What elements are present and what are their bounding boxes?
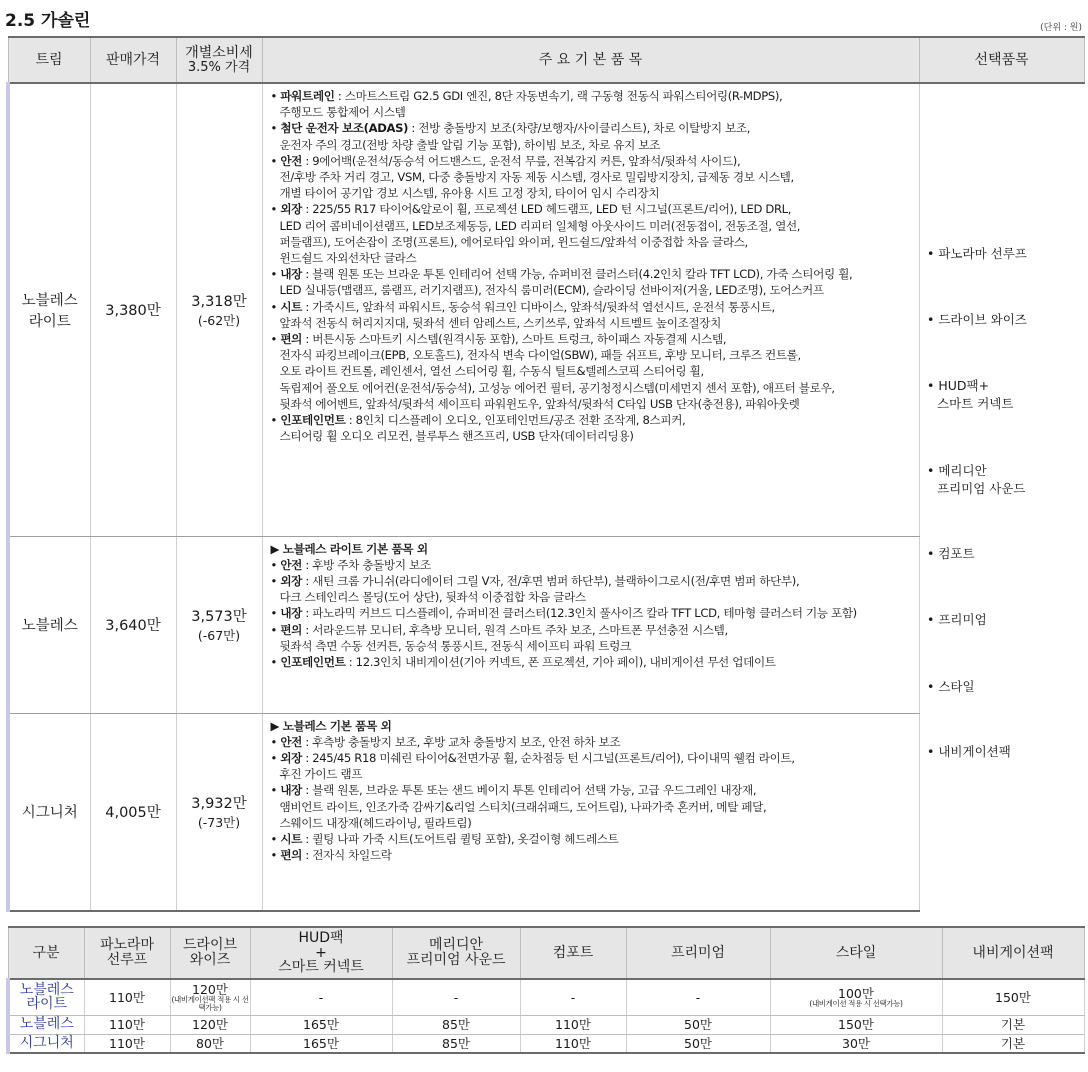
cell-comfort: - [520, 979, 626, 1015]
option-table-header [8, 927, 1084, 979]
col-hud-l3: 스마트 커넥트 [278, 959, 364, 976]
cell-style: 30만 [770, 1034, 942, 1053]
option-row-signature [8, 1034, 1084, 1053]
tax-price-value: 3,573만 [191, 609, 247, 625]
feature-item: • 외장 : 245/45 R18 미쉐린 타이어&전면가공 휠, 순차점등 턴 시그널(프론트/리어), 다이내믹 웰컴 라이트, 후진 가이드 램프 [270, 750, 795, 782]
col-hud [250, 927, 392, 979]
cell-hud: 165만 [250, 1015, 392, 1034]
feature-item: • 편의 : 서라운드뷰 모니터, 후측방 모니터, 원격 스마트 주차 보조, 스마트폰 무선충전 시스템, 뒷좌석 측면 수동 선커튼, 동승석 통풍시트, 전동식 세이프티 파워 트렁크 [270, 622, 728, 653]
feature-category: 내장 [280, 606, 303, 621]
col-trim: 트림 [8, 37, 90, 83]
feature-lead: ▶ 노블레스 기본 품목 외 [270, 718, 392, 733]
feature-item: • 내장 : 파노라믹 커브드 디스플레이, 슈퍼비전 클러스터(12.3인치 풀사이즈 칼라 TFT LCD, 테마형 클러스터 기능 포함) [270, 606, 857, 621]
tax-price-diff: (-67만) [197, 628, 241, 643]
tax-price-value: 3,932만 [191, 796, 247, 813]
col-drive-wise [170, 927, 250, 979]
col-options: 선택품목 [919, 37, 1084, 83]
trim-table [6, 36, 1085, 912]
feature-lead: ▶ 노블레스 라이트 기본 품목 외 [270, 541, 428, 556]
col-tax-price [176, 37, 262, 83]
feature-category: 내장 [280, 267, 303, 282]
col-hud-l2: + [315, 944, 327, 961]
cell-navi: 기본 [942, 1015, 1084, 1034]
feature-item: • 안전 : 후방 주차 충돌방지 보조 [270, 557, 431, 572]
trim-name-line2: 라이트 [28, 313, 71, 330]
cell-drive-wise [170, 979, 250, 1015]
col-style: 스타일 [770, 927, 942, 979]
option-hud-pack: • HUD팩+ [927, 378, 990, 393]
col-navi: 내비게이션팩 [942, 927, 1084, 979]
feature-category: 편의 [280, 332, 303, 347]
cell-navi: 기본 [942, 1034, 1084, 1053]
tax-price-value: 3,318만 [191, 294, 247, 311]
feature-item: • 안전 : 9에어백(운전석/동승석 어드밴스드, 운전석 무릎, 전복감지 커튼, 앞좌석/뒷좌석 사이드), 전/후방 주차 거리 경고, VSM, 다중 충돌방지 자동 제동 시스템, 경사로 밀림방지장치, 급제동 경보 시스템, 개별 타이어 공기압 경보 시스템, 유아용 시트 고정 장치, 타이어 임시 수리장치 [270, 153, 794, 201]
feature-item: • 안전 : 후측방 충돌방지 보조, 후방 교차 충돌방지 보조, 안전 하차 보조 [270, 734, 621, 749]
option-panorama-sunroof: • 파노라마 선루프 [927, 246, 1027, 261]
option-row-noblesse-lite [8, 979, 1084, 1015]
trim-name [8, 713, 90, 911]
feature-category: 외장 [280, 202, 303, 217]
row-trim-l1: 노블레스 [19, 981, 74, 998]
cell-hud: - [250, 979, 392, 1015]
col-gubun: 구분 [8, 927, 84, 979]
cell-style [770, 979, 942, 1015]
feature-category: 편의 [280, 848, 303, 863]
cell-meridian: 85만 [392, 1015, 520, 1034]
option-meridian-line2: 프리미엄 사운드 [937, 481, 1026, 496]
trim-tax-price [176, 536, 262, 713]
feature-category: 첨단 운전자 보조(ADAS) [280, 121, 409, 136]
cell-premium: 50만 [626, 1034, 770, 1053]
cell-comfort: 110만 [520, 1015, 626, 1034]
trim-name-line1: 노블레스 [21, 292, 78, 309]
feature-item: • 내장 : 블랙 원톤, 브라운 투톤 또는 샌드 베이지 투톤 인테리어 선택 가능, 고급 우드그레인 내장재, 앰비언트 라이트, 인조가죽 감싸기&리얼 스티치(크래쉬패드, 도어트림), 나파가죽 혼커버, 메탈 페달, 스웨이드 내장재(헤드라이닝, 필라트림) [270, 783, 767, 830]
trim-row-noblesse-lite [8, 83, 1084, 536]
cell-drive-wise: 80만 [170, 1034, 250, 1053]
feature-item: • 시트 : 퀼팅 나파 가죽 시트(도어트림 퀼팅 포함), 옷걸이형 헤드레스트 [270, 831, 619, 846]
col-panorama [84, 927, 170, 979]
feature-category: 시트 [280, 299, 303, 314]
col-comfort: 컴포트 [520, 927, 626, 979]
option-row-noblesse [8, 1015, 1084, 1034]
tax-price-diff: (-62만) [197, 313, 241, 329]
feature-item: • 첨단 운전자 보조(ADAS) : 전방 충돌방지 보조(차량/보행자/사이클리스트), 차로 이탈방지 보조, 운전자 주의 경고(전방 차량 출발 알림 기능 포함), 하이빔 보조, 차로 유지 보조 [270, 121, 751, 152]
trim-name-line1: 노블레스 [21, 618, 78, 634]
feature-category: 시트 [280, 831, 303, 846]
option-hud-pack-line2: 스마트 커넥트 [937, 396, 1014, 411]
page-title: 2.5 가솔린 [5, 11, 91, 31]
feature-category: 외장 [280, 750, 303, 765]
option-style: • 스타일 [927, 679, 975, 694]
option-meridian: • 메리디안 [927, 463, 987, 478]
unit-label: (단위 : 원) [1040, 23, 1082, 33]
feature-item: • 시트 : 가죽시트, 앞좌석 파워시트, 동승석 워크인 디바이스, 앞좌석/뒷좌석 열선시트, 운전석 통풍시트, 앞좌석 전동식 허리지지대, 뒷좌석 센터 암레스트, 스키쓰루, 앞좌석 시트벨트 높이조절장치 [270, 299, 775, 330]
row-trim: 노블레스 [8, 1015, 84, 1034]
col-price: 판매가격 [90, 37, 176, 83]
cell-style-note: (내비게이션 적용 시 선택가능) [809, 998, 903, 1008]
option-premium: • 프리미엄 [927, 612, 987, 627]
option-price-table [6, 926, 1085, 1054]
cell-premium: 50만 [626, 1015, 770, 1034]
tax-price-diff: (-73만) [197, 815, 241, 831]
feature-category: 편의 [280, 622, 303, 637]
cell-drive-wise: 120만 [170, 1015, 250, 1034]
col-meridian-l1: 메리디안 [428, 937, 484, 954]
col-tax-line2: 3.5% 가격 [187, 59, 251, 75]
feature-list [262, 83, 919, 536]
option-drive-wise: • 드라이브 와이즈 [927, 312, 1027, 327]
feature-item: • 내장 : 블랙 원톤 또는 브라운 투톤 인테리어 선택 가능, 슈퍼비전 클러스터(4.2인치 칼라 TFT LCD), 가죽 스티어링 휠, LED 실내등(맵램프, 룸램프, 러기지램프), 전자식 룸미러(ECM), 슬라이딩 선바이저(거울, LED조명), 도어스커프 [270, 267, 853, 298]
feature-list [262, 713, 919, 911]
option-navigation-pack: • 내비게이션팩 [927, 744, 1011, 759]
feature-item: • 외장 : 225/55 R17 타이어&알로이 휠, 프로젝션 LED 헤드램프, LED 턴 시그널(프론트/리어), LED DRL, LED 리어 콤비네이션램프, LED보조제동등, LED 리피터 일체형 아웃사이드 미러(전동접이, 전동조절, 열선, 퍼들램프), 도어손잡이 조명(프론트), 에어로타입 와이퍼, 윈드쉴드/앞좌석 이중접합 차음 글라스, 윈드쉴드 자외선차단 글라스 [270, 202, 801, 266]
col-features: 주 요 기 본 품 목 [262, 37, 919, 83]
cell-meridian: 85만 [392, 1034, 520, 1053]
options-cell [919, 83, 1084, 911]
cell-panorama: 110만 [84, 1034, 170, 1053]
cell-navi: 150만 [942, 979, 1084, 1015]
cell-style: 150만 [770, 1015, 942, 1034]
cell-style-value: 100만 [838, 985, 874, 1001]
trim-name [8, 83, 90, 536]
row-trim-l2: 라이트 [26, 996, 68, 1013]
col-meridian-l2: 프리미엄 사운드 [406, 952, 506, 968]
feature-item: • 편의 : 전자식 차일드락 [270, 848, 392, 863]
trim-table-header [8, 37, 1084, 83]
row-trim: 시그니처 [8, 1034, 84, 1053]
trim-tax-price [176, 713, 262, 911]
col-tax-line1: 개별소비세 [185, 44, 253, 61]
cell-panorama: 110만 [84, 1015, 170, 1034]
col-hud-l1: HUD팩 [298, 929, 344, 946]
cell-drive-value: 120만 [192, 981, 228, 997]
col-meridian [392, 927, 520, 979]
feature-list [262, 536, 919, 713]
feature-category: 안전 [280, 153, 303, 168]
feature-item: • 인포테인먼트 : 8인치 디스플레이 오디오, 인포테인먼트/공조 전환 조작계, 8스피커, 스티어링 휠 오디오 리모컨, 블루투스 핸즈프리, USB 단자(데이터리딩용) [270, 413, 686, 444]
trim-price: 3,640만 [90, 536, 176, 713]
feature-item: • 외장 : 새틴 크롬 가니쉬(라디에이터 그릴 V자, 전/후면 범퍼 하단부), 블랙하이그로시(전/후면 범퍼 하단부), 다크 스테인리스 몰딩(도어 상단), 뒷좌석 이중접합 차음 글라스 [270, 573, 800, 605]
feature-category: 인포테인먼트 [280, 654, 346, 669]
trim-name [8, 536, 90, 713]
col-premium: 프리미엄 [626, 927, 770, 979]
col-drive-l2: 와이즈 [189, 952, 231, 968]
feature-item: • 편의 : 버튼시동 스마트키 시스템(원격시동 포함), 스마트 트렁크, 하이패스 자동결제 시스템, 전자식 파킹브레이크(EPB, 오토홀드), 전자식 변속 다이얼(SBW), 패들 쉬프트, 후방 모니터, 크루즈 컨트롤, 오토 라이트 컨트롤, 레인센서, 열선 스티어링 휠, 수동식 틸트&텔레스코픽 스티어링 휠, 독립제어 풀오토 에어컨(운전석/동승석), 고성능 에어컨 필터, 공기청정시스템(미세먼지 센서 포함), 애프터 블로우, 뒷좌석 에어벤트, 앞좌석/뒷좌석 세이프티 파워윈도우, 앞좌석/뒷좌석 C타입 USB 단자(충전용), 파워아웃렛 [270, 332, 835, 411]
row-trim [8, 979, 84, 1015]
option-comfort: • 컴포트 [927, 546, 975, 561]
cell-comfort: 110만 [520, 1034, 626, 1053]
cell-drive-note: (내비게이션팩 적용 시 선택가능) [171, 994, 249, 1012]
feature-category: 파워트레인 [280, 89, 335, 103]
trim-price: 4,005만 [90, 713, 176, 911]
col-panorama-l2: 선루프 [106, 952, 148, 968]
trim-price: 3,380만 [90, 83, 176, 536]
feature-item: • 인포테인먼트 : 12.3인치 내비게이션(기아 커넥트, 폰 프로젝션, 기아 페이), 내비게이션 무선 업데이트 [270, 654, 776, 669]
col-panorama-l1: 파노라마 [99, 937, 155, 954]
col-drive-l1: 드라이브 [182, 937, 238, 954]
feature-category: 안전 [280, 734, 303, 749]
trim-name-line1: 시그니처 [21, 805, 78, 822]
feature-category: 안전 [280, 557, 303, 572]
cell-premium: - [626, 979, 770, 1015]
feature-category: 외장 [280, 573, 303, 588]
feature-category: 인포테인먼트 [280, 413, 346, 428]
feature-category: 내장 [280, 783, 303, 798]
feature-item: • 파워트레인 : 스마트스트림 G2.5 GDI 엔진, 8단 자동변속기, 랙 구동형 전동식 파워스티어링(R-MDPS), 주행모드 통합제어 시스템 [270, 89, 783, 120]
cell-hud: 165만 [250, 1034, 392, 1053]
cell-meridian: - [392, 979, 520, 1015]
trim-tax-price [176, 83, 262, 536]
cell-panorama: 110만 [84, 979, 170, 1015]
